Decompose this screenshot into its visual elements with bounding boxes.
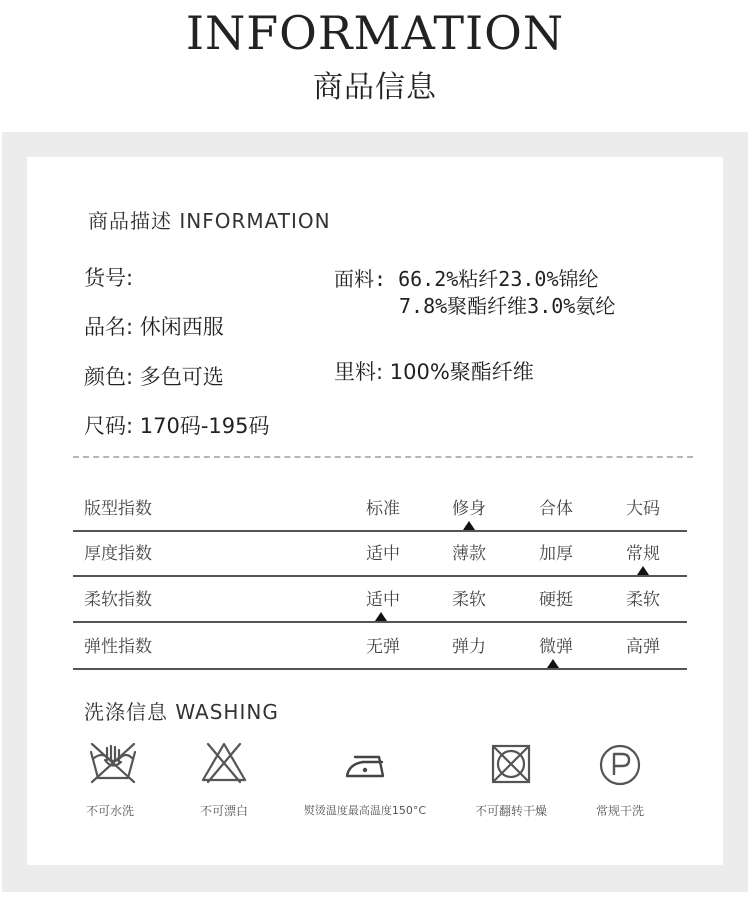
scale-option: 柔软 <box>626 590 660 610</box>
scale-option: 适中 <box>366 544 400 564</box>
iron-icon <box>343 752 389 782</box>
wash-label: 不可漂白 <box>199 804 248 818</box>
page-subtitle: 商品信息 <box>313 70 437 105</box>
scale-label: 柔软指数 <box>84 590 152 610</box>
scale-option: 合体 <box>539 499 573 519</box>
scale-line <box>73 668 687 670</box>
washing-heading: 洗涤信息 WASHING <box>84 700 279 724</box>
scale-label: 弹性指数 <box>84 637 152 657</box>
scale-marker <box>637 566 649 575</box>
scale-row-thickness <box>0 531 750 577</box>
size-field: 尺码: 170码-195码 <box>84 414 270 438</box>
fabric-field: 面料: 66.2%粘纤23.0%锦纶 <box>334 267 599 291</box>
item-number-field: 货号: <box>84 266 134 290</box>
scale-option: 无弹 <box>366 637 400 657</box>
scale-label: 厚度指数 <box>84 544 152 564</box>
no-bleach-icon <box>200 740 248 784</box>
scale-option: 标准 <box>366 499 400 519</box>
scale-row-softness <box>0 577 750 623</box>
scale-option: 弹力 <box>452 637 486 657</box>
dry-clean-icon <box>598 743 642 787</box>
wash-label: 熨烫温度最高温度150°C <box>303 804 427 817</box>
scale-option: 大码 <box>626 499 660 519</box>
scale-label: 版型指数 <box>84 499 152 519</box>
scale-option: 常规 <box>626 544 660 564</box>
scale-option: 薄款 <box>452 544 486 564</box>
scale-row-fit <box>0 486 750 532</box>
wash-label: 不可翻转干燥 <box>474 804 547 818</box>
scale-option: 加厚 <box>539 544 573 564</box>
fabric-field-continued: 7.8%聚酯纤维3.0%氨纶 <box>399 294 616 318</box>
scale-marker <box>375 612 387 621</box>
color-field: 颜色: 多色可选 <box>84 365 224 389</box>
scale-marker <box>547 659 559 668</box>
scale-option: 硬挺 <box>539 590 573 610</box>
product-name-field: 品名: 休闲西服 <box>84 315 224 339</box>
no-tumble-dry-icon <box>490 743 532 785</box>
wash-label: 不可水洗 <box>85 804 134 818</box>
scale-option: 适中 <box>366 590 400 610</box>
lining-field: 里料: 100%聚酯纤维 <box>334 360 534 384</box>
scale-option: 微弹 <box>539 637 573 657</box>
scale-line <box>73 621 687 623</box>
scale-marker <box>463 521 475 530</box>
no-hand-wash-icon <box>88 740 138 786</box>
scale-option: 修身 <box>452 499 486 519</box>
section-divider <box>73 456 693 458</box>
page-title: INFORMATION <box>185 6 565 60</box>
description-heading: 商品描述 INFORMATION <box>88 209 331 233</box>
scale-option: 柔软 <box>452 590 486 610</box>
wash-label: 常规干洗 <box>595 804 644 818</box>
scale-option: 高弹 <box>626 637 660 657</box>
scale-row-elasticity <box>0 624 750 670</box>
